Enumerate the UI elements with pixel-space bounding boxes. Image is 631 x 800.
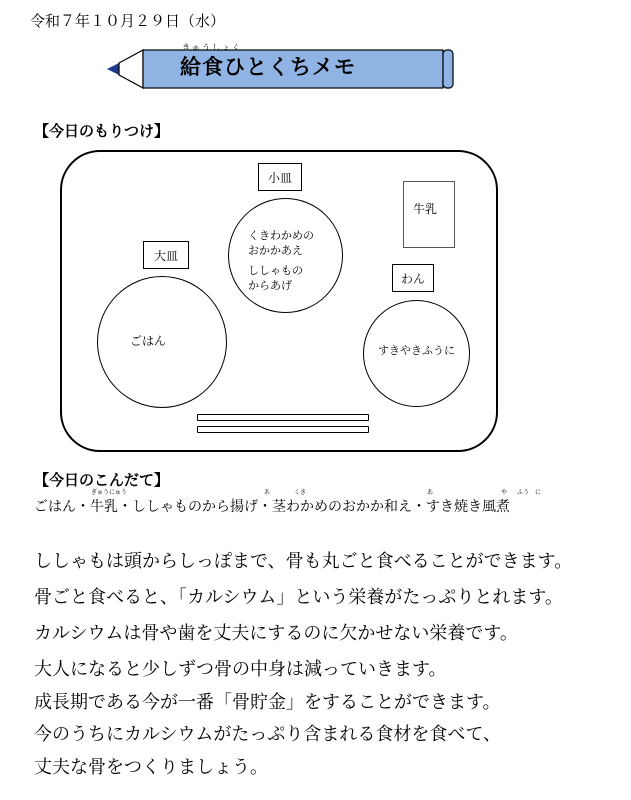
ruby-kuki: くき — [294, 489, 307, 496]
body-line: 丈夫な骨をつくりましょう。 — [34, 757, 268, 778]
kozara-food-2: ししゃもの からあげ — [248, 264, 303, 292]
body-line: 骨ごと食べると、「カルシウム」という栄養がたっぷりとれます。 — [34, 587, 563, 608]
milk-label: 牛乳 — [413, 202, 438, 216]
ruby-ya: や — [501, 489, 508, 496]
wan-food: すきやきふうに — [378, 344, 455, 357]
title-banner — [105, 44, 455, 94]
chopstick-bottom — [197, 426, 369, 433]
page-title: 給食ひとくちメモ — [180, 55, 356, 79]
body-line: カルシウムは骨や歯を丈夫にするのに欠かせない栄養です。 — [34, 623, 518, 644]
chopstick-top — [197, 414, 369, 421]
menu-list: ごはん・牛乳・ししゃものから揚げ・茎わかめのおかか和え・すき焼き風煮 — [34, 499, 510, 515]
section-kondate: 【今日のこんだて】 — [34, 471, 170, 489]
ruby-ae: あ — [427, 489, 434, 496]
kozara-label: 小皿 — [258, 163, 302, 191]
ozara-food: ごはん — [130, 334, 167, 348]
ozara-label: 大皿 — [143, 241, 189, 269]
ruby-age: あ — [264, 489, 271, 496]
body-line: 今のうちにカルシウムがたっぷり含まれる食材を食べて、 — [34, 724, 502, 745]
body-line: 大人になると少しずつ骨の中身は減っていきます。 — [34, 659, 447, 680]
ruby-gyunyu: ぎゅうにゅう — [91, 489, 127, 496]
ruby-fuu: ふう — [517, 489, 530, 496]
body-line: 成長期である今が一番「骨貯金」をすることができます。 — [34, 692, 501, 713]
body-line: ししゃもは頭からしっぽまで、骨も丸ごと食べることができます。 — [34, 551, 573, 572]
title-ruby: きゅうしょく — [182, 43, 242, 52]
wan-label: わん — [392, 264, 434, 292]
kozara-food-1: くきわかめの おかかあえ — [248, 229, 314, 257]
section-moritsuke: 【今日のもりつけ】 — [34, 122, 170, 140]
ruby-ni: に — [535, 489, 542, 496]
date-text: 令和７年１０月２９日（水） — [30, 12, 226, 30]
